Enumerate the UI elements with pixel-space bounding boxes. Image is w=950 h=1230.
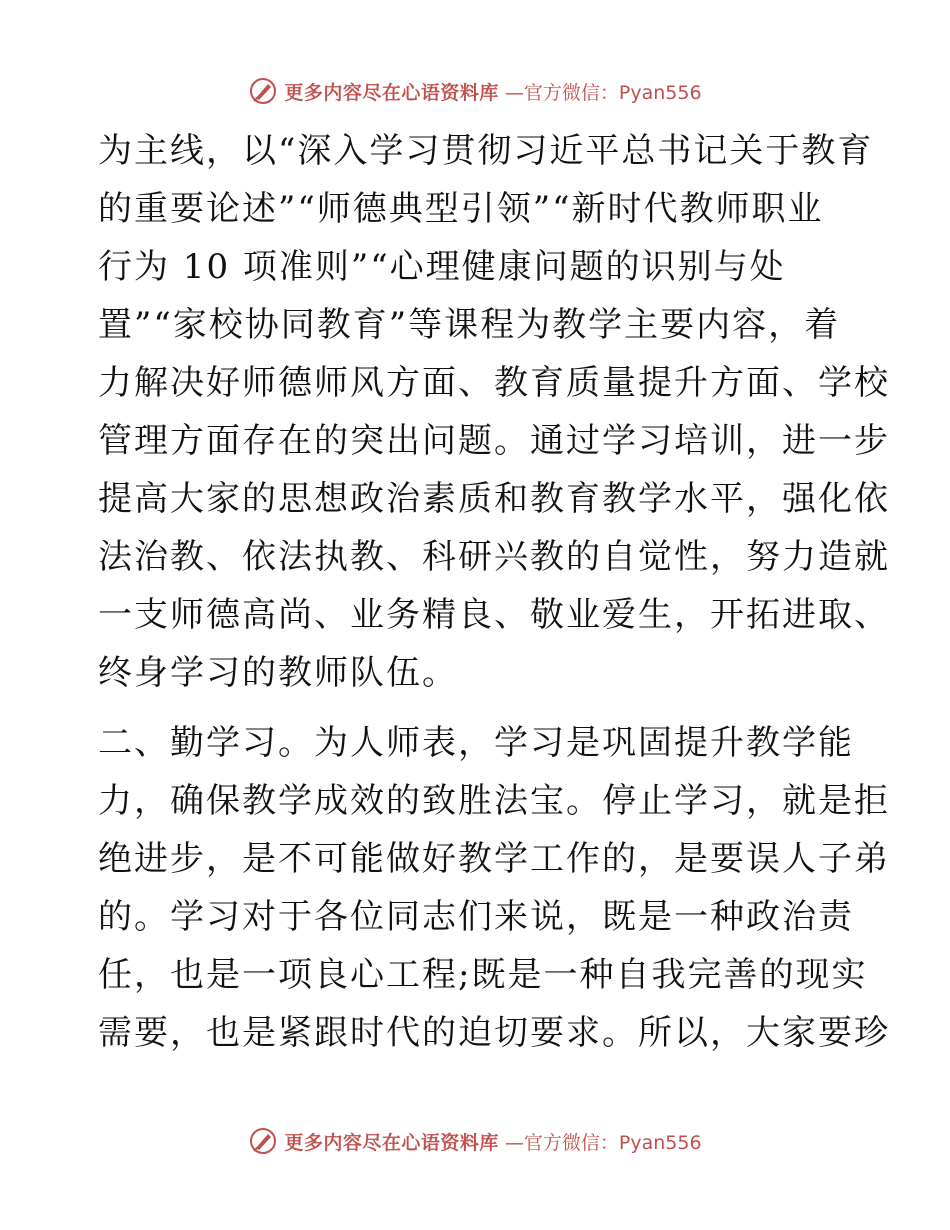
paragraph-2 [98,714,890,1062]
text-line: 置”“家校协同教育”等课程为教学主要内容，着 [98,305,841,345]
text-line: 力，确保教学成效的致胜法宝。停止学习，就是拒 [98,781,890,821]
watermark-main-text: 更多内容尽在心语资料库 [284,81,499,104]
watermark-sub-text: —官方微信：Pyan556 [504,1131,702,1154]
quill-logo-icon [248,1126,278,1156]
header-watermark [0,74,950,108]
text-line: 的重要论述”“师德典型引领”“新时代教师职业 [98,189,824,229]
text-line: 管理方面存在的突出问题。通过学习培训，进一步 [98,421,890,461]
text-line: 为主线，以“深入学习贯彻习近平总书记关于教育 [98,131,874,171]
paragraph-spacer [98,702,858,714]
text-line: 终身学习的教师队伍。 [98,653,458,693]
text-line: 力解决好师德师风方面、教育质量提升方面、学校 [98,363,890,403]
text-line: 需要，也是紧跟时代的迫切要求。所以，大家要珍 [98,1013,890,1053]
text-line: 的。学习对于各位同志们来说，既是一种政治责 [98,897,854,937]
text-line: 一支师德高尚、业务精良、敬业爱生，开拓进取、 [98,595,890,635]
paragraph-1 [98,122,890,702]
footer-watermark [0,1124,950,1158]
text-line: 二、勤学习。为人师表，学习是巩固提升教学能 [98,723,854,763]
watermark-main-text: 更多内容尽在心语资料库 [284,1131,499,1154]
quill-logo-icon [248,76,278,106]
document-body [98,122,890,1062]
text-line: 提高大家的思想政治素质和教育教学水平，强化依 [98,479,890,519]
watermark-sub-text: —官方微信：Pyan556 [504,81,702,104]
text-line: 任，也是一项良心工程;既是一种自我完善的现实 [98,955,868,995]
text-line: 行为 10 项准则”“心理健康问题的识别与处 [98,247,786,287]
text-line: 绝进步，是不可能做好教学工作的，是要误人子弟 [98,839,890,879]
text-line: 法治教、依法执教、科研兴教的自觉性，努力造就 [98,537,890,577]
